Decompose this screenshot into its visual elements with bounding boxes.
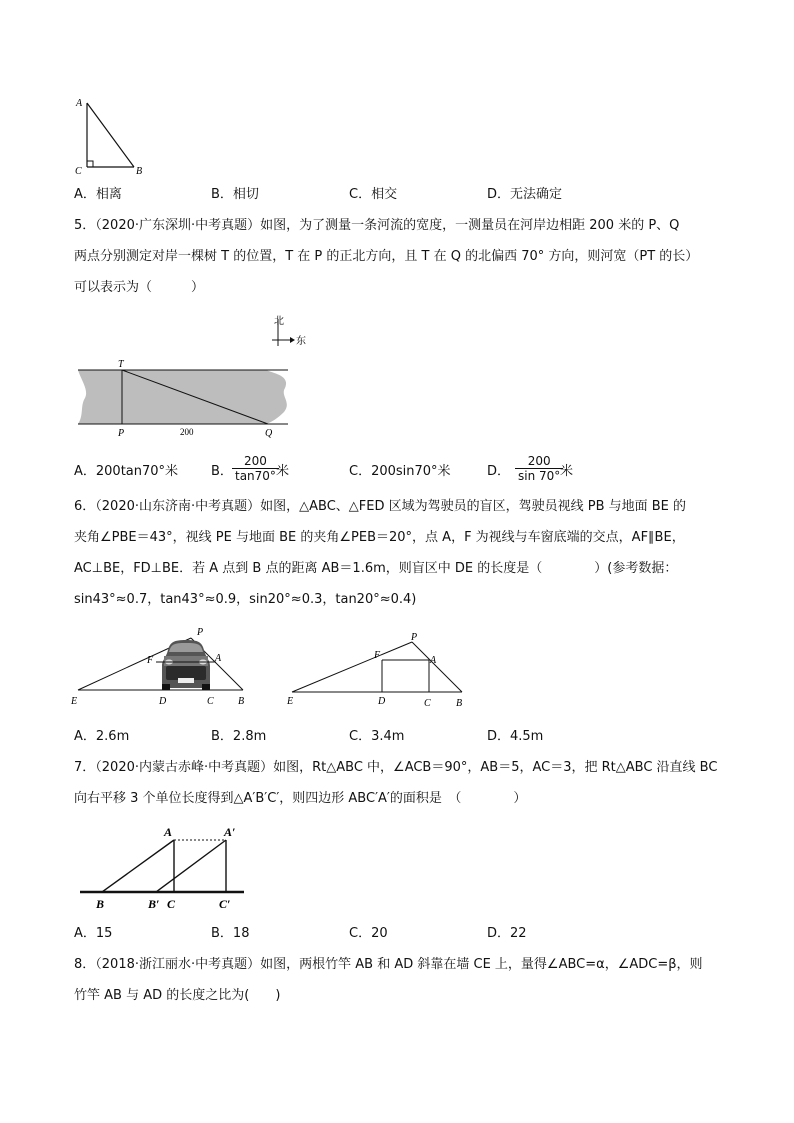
- label-b: B: [96, 897, 105, 911]
- right-angle-mark: [87, 161, 93, 167]
- q4-option-b: B．相切: [211, 187, 259, 202]
- q6-text-line3: AC⊥BE，FD⊥BE．若 A 点到 B 点的距离 AB＝1.6m，则盲区中 DE 的长度是（ ）(参考数据：: [74, 561, 678, 576]
- q5-option-d-numerator: 200: [515, 454, 563, 469]
- compass-east-label: 东: [296, 336, 306, 347]
- sightline-pb: [412, 642, 462, 692]
- q6-option-d: D．4.5m: [487, 729, 544, 744]
- label-c: C: [207, 696, 214, 707]
- label-p: P: [411, 632, 418, 643]
- label-a: A: [164, 825, 173, 839]
- label-e: E: [287, 696, 294, 707]
- q5-option-d-fraction: [515, 454, 563, 483]
- q5-text-line3: 可以表示为（ ）: [74, 280, 205, 295]
- label-c-prime: C′: [219, 897, 231, 911]
- label-p: P: [197, 627, 204, 638]
- label-e: E: [71, 696, 78, 707]
- sightline-pe: [292, 642, 412, 692]
- label-p: P: [118, 428, 125, 439]
- q7-option-c: C．20: [349, 926, 388, 941]
- label-a: A: [215, 653, 222, 664]
- label-b: B: [238, 696, 245, 707]
- q7-option-b: B．18: [211, 926, 250, 941]
- label-d: D: [378, 696, 386, 707]
- q6-option-a: A．2.6m: [74, 729, 130, 744]
- label-c: C: [75, 166, 82, 177]
- q6-option-b: B．2.8m: [211, 729, 267, 744]
- q5-option-d-denominator: sin 70°: [518, 469, 561, 483]
- label-c: C: [424, 698, 431, 709]
- compass-arrow-icon: [290, 337, 295, 343]
- q7-translation-figure: [74, 822, 254, 914]
- q5-option-b-prefix: B．: [211, 464, 233, 479]
- side-a2b2: [156, 840, 226, 892]
- label-f: F: [374, 650, 381, 661]
- q6-option-c: C．3.4m: [349, 729, 405, 744]
- q5-option-d-prefix: D．: [487, 464, 511, 479]
- label-b-prime: B′: [148, 897, 160, 911]
- label-b: B: [136, 166, 143, 177]
- q6-text-line2: 夹角∠PBE＝43°，视线 PE 与地面 BE 的夹角∠PEB＝20°，点 A，F 为视线与车窗底端的交点，AF∥BE，: [74, 530, 685, 545]
- q7-option-d: D．22: [487, 926, 527, 941]
- side-ab: [87, 103, 134, 167]
- label-c: C: [167, 897, 176, 911]
- q8-text-line1: 8．（2018·浙江丽水·中考真题）如图，两根竹竿 AB 和 AD 斜靠在墙 CE 上，量得∠ABC=α，∠ADC=β，则: [74, 957, 703, 972]
- q7-option-a: A．15: [74, 926, 113, 941]
- q4-option-c: C．相交: [349, 187, 398, 202]
- label-t: T: [118, 359, 124, 370]
- side-ab: [102, 840, 174, 892]
- q5-option-b-suffix: 米: [276, 464, 290, 479]
- q5-option-b-fraction: [232, 454, 279, 483]
- label-a: A: [76, 98, 83, 109]
- label-a: A: [430, 655, 437, 666]
- label-a-prime: A′: [224, 825, 236, 839]
- q5-text-line2: 两点分别测定对岸一棵树 T 的位置，T 在 P 的正北方向，且 T 在 Q 的北偏西 70° 方向，则河宽（PT 的长）: [74, 249, 699, 264]
- q6-geometry-figure: [282, 630, 472, 710]
- label-d: D: [159, 696, 167, 707]
- river-area: [78, 370, 287, 424]
- q5-text-line1: 5．（2020·广东深圳·中考真题）如图，为了测量一条河流的宽度，一测量员在河岸边相距 200 米的 P、Q: [74, 218, 680, 233]
- q5-option-d-suffix: 米: [560, 464, 574, 479]
- q4-option-a: A．相离: [74, 187, 122, 202]
- q5-option-b-denominator: tan70°: [235, 469, 276, 483]
- compass-north-label: 北: [274, 316, 284, 327]
- label-distance: 200: [180, 427, 194, 437]
- q8-text-line2: 竹竿 AB 与 AD 的长度之比为( ): [74, 988, 281, 1003]
- q5-option-a: A．200tan70°米: [74, 464, 179, 479]
- label-b: B: [456, 698, 463, 709]
- q6-car-figure: [68, 622, 258, 712]
- q4-triangle-figure: [70, 95, 160, 180]
- car-image: [162, 640, 210, 690]
- q5-river-figure: [76, 310, 306, 440]
- q4-option-d: D．无法确定: [487, 187, 563, 202]
- q6-text-line1: 6．（2020·山东济南·中考真题）如图，△ABC、△FED 区域为驾驶员的盲区，驾驶员视线 PB 与地面 BE 的: [74, 499, 687, 514]
- label-q: Q: [265, 428, 273, 439]
- q6-text-line4: sin43°≈0.7，tan43°≈0.9，sin20°≈0.3，tan20°≈0.4): [74, 592, 417, 607]
- q7-text-line1: 7．（2020·内蒙古赤峰·中考真题）如图，Rt△ABC 中，∠ACB＝90°，AB＝5，AC＝3，把 Rt△ABC 沿直线 BC: [74, 760, 718, 775]
- q7-text-line2: 向右平移 3 个单位长度得到△A′B′C′，则四边形 ABC′A′的面积是 （ ）: [74, 791, 527, 806]
- label-f: F: [147, 655, 154, 666]
- q5-option-c: C．200sin70°米: [349, 464, 451, 479]
- q5-option-b-numerator: 200: [232, 454, 279, 469]
